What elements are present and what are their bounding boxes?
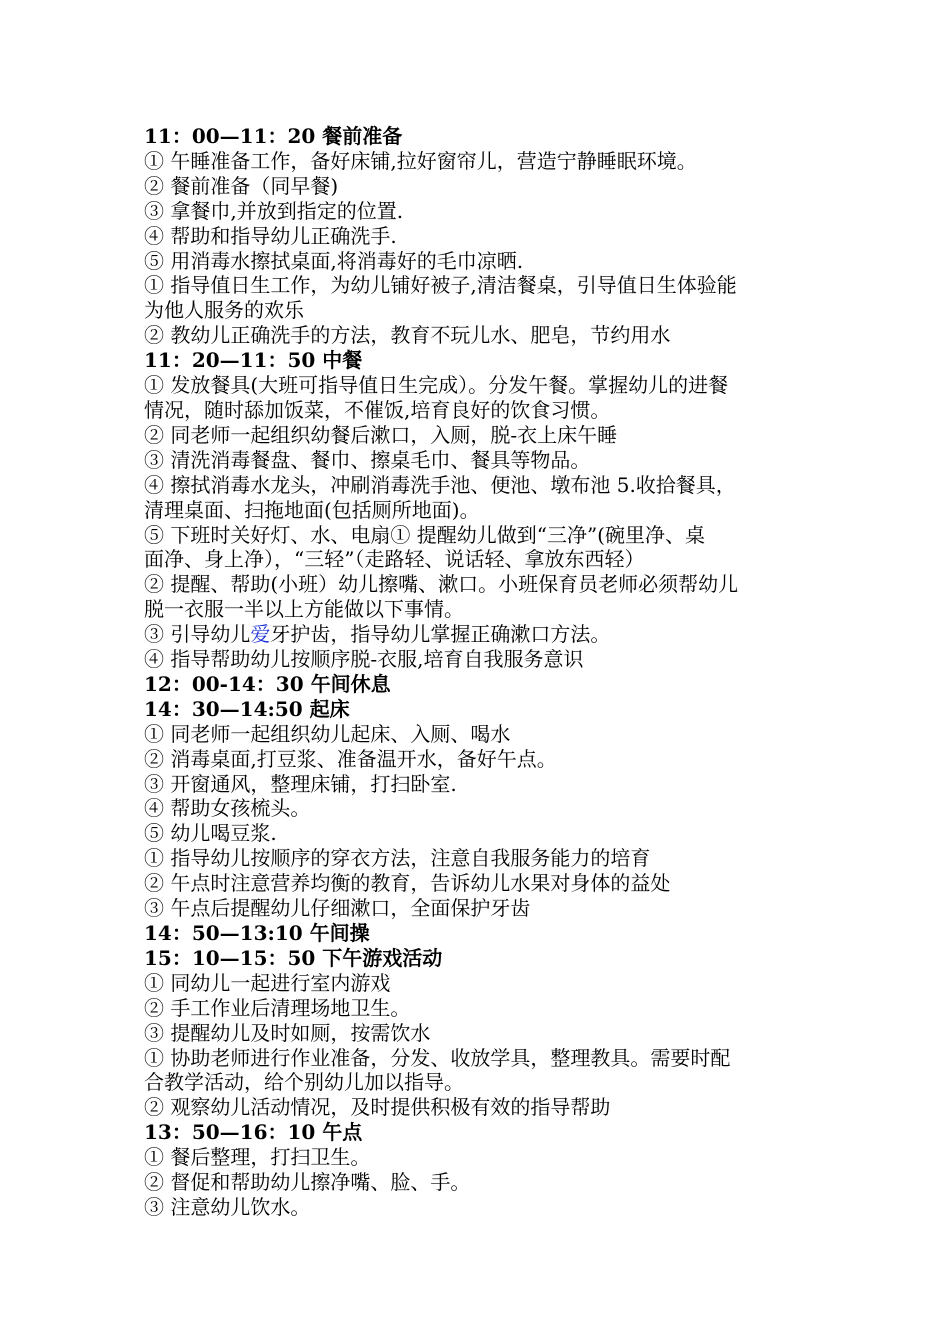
text-line: ② 教幼儿正确洗手的方法，教育不玩儿水、肥皂，节约用水	[144, 323, 671, 348]
highlighted-word: 爱	[250, 622, 271, 647]
text-line: ③ 清洗消毒餐盘、餐巾、擦桌毛巾、餐具等物品。	[144, 447, 591, 472]
text-line: ④ 帮助和指导幼儿正确洗手.	[144, 223, 397, 248]
text-line: ④ 帮助女孩梳头。	[144, 796, 311, 821]
text-line: 清理桌面、扫拖地面(包括厕所地面)。	[144, 497, 480, 522]
text-line: ① 指导值日生工作，为幼儿铺好被子,清洁餐桌，引导值日生体验能	[144, 273, 737, 298]
section-heading: 13：50—16：10 午点	[144, 1120, 363, 1145]
text-line: ② 同老师一起组织幼餐后漱口，入厕，脱-衣上床午睡	[144, 422, 618, 447]
text-line: ① 协助老师进行作业准备，分发、收放学具，整理教具。需要时配	[144, 1045, 731, 1070]
text-line: ④ 指导帮助幼儿按顺序脱-衣服,培育自我服务意识	[144, 647, 584, 672]
text-line: ① 午睡准备工作，备好床铺,拉好窗帘儿，营造宁静睡眠环境。	[144, 148, 697, 173]
text-line: ⑤ 用消毒水擦拭桌面,将消毒好的毛巾凉晒.	[144, 248, 524, 273]
text-line: 脱一衣服一半以上方能做以下事情。	[144, 597, 464, 622]
text-segment: 牙护齿，指导幼儿掌握正确漱口方法。	[270, 622, 611, 647]
text-line: ② 手工作业后清理场地卫生。	[144, 995, 411, 1020]
text-line: ② 午点时注意营养均衡的教育，告诉幼儿水果对身体的益处	[144, 871, 671, 896]
text-line: ④ 擦拭消毒水龙头，冲刷消毒洗手池、便池、墩布池 5.收拾餐具，	[144, 472, 736, 497]
text-line: ① 指导幼儿按顺序的穿衣方法，注意自我服务能力的培育	[144, 846, 651, 871]
text-line: ② 提醒、帮助(小班）幼儿擦嘴、漱口。小班保育员老师必须帮幼儿	[144, 572, 739, 597]
text-line: ② 消毒桌面,打豆浆、准备温开水，备好午点。	[144, 746, 557, 771]
text-line: 面净、身上净），“三轻”（走路轻、说话轻、拿放东西轻）	[144, 547, 645, 572]
text-line: ③ 拿餐巾,并放到指定的位置.	[144, 198, 404, 223]
text-segment: ③ 引导幼儿	[144, 622, 251, 647]
text-line: ② 餐前准备（同早餐)	[144, 173, 339, 198]
text-line: ② 观察幼儿活动情况，及时提供积极有效的指导帮助	[144, 1095, 611, 1120]
section-heading: 14：30—14:50 起床	[144, 696, 350, 721]
section-heading: 12：00-14：30 午间休息	[144, 671, 391, 696]
text-line: ⑤ 下班时关好灯、水、电扇① 提醒幼儿做到“三净”(碗里净、桌	[144, 522, 705, 547]
text-line: ③ 注意幼儿饮水。	[144, 1194, 311, 1219]
section-heading: 15：10—15：50 下午游戏活动	[144, 945, 443, 970]
text-line: 情况，随时舔加饭菜，不催饭,培育良好的饮食习惯。	[144, 397, 611, 422]
text-line: ② 督促和帮助幼儿擦净嘴、脸、手。	[144, 1170, 471, 1195]
section-heading: 11：00—11：20 餐前准备	[144, 124, 403, 148]
text-line: ① 发放餐具(大班可指导值日生完成）。分发午餐。掌握幼儿的进餐	[144, 373, 729, 398]
text-line: ③ 午点后提醒幼儿仔细漱口，全面保护牙齿	[144, 896, 531, 921]
text-line: ① 同老师一起组织幼儿起床、入厕、喝水	[144, 721, 511, 746]
section-heading: 11：20—11：50 中餐	[144, 348, 363, 373]
text-line: 为他人服务的欢乐	[144, 298, 304, 323]
text-line: ③ 提醒幼儿及时如厕，按需饮水	[144, 1020, 431, 1045]
text-line	[144, 622, 816, 647]
document-page	[144, 124, 816, 1220]
text-line: ③ 开窗通风，整理床铺，打扫卧室.	[144, 771, 457, 796]
text-line: ⑤ 幼儿喝豆浆.	[144, 821, 277, 846]
text-line: 合教学活动，给个别幼儿加以指导。	[144, 1070, 464, 1095]
text-line: ① 同幼儿一起进行室内游戏	[144, 970, 391, 995]
section-heading: 14：50—13:10 午间操	[144, 921, 370, 945]
text-line: ① 餐后整理，打扫卫生。	[144, 1145, 371, 1170]
